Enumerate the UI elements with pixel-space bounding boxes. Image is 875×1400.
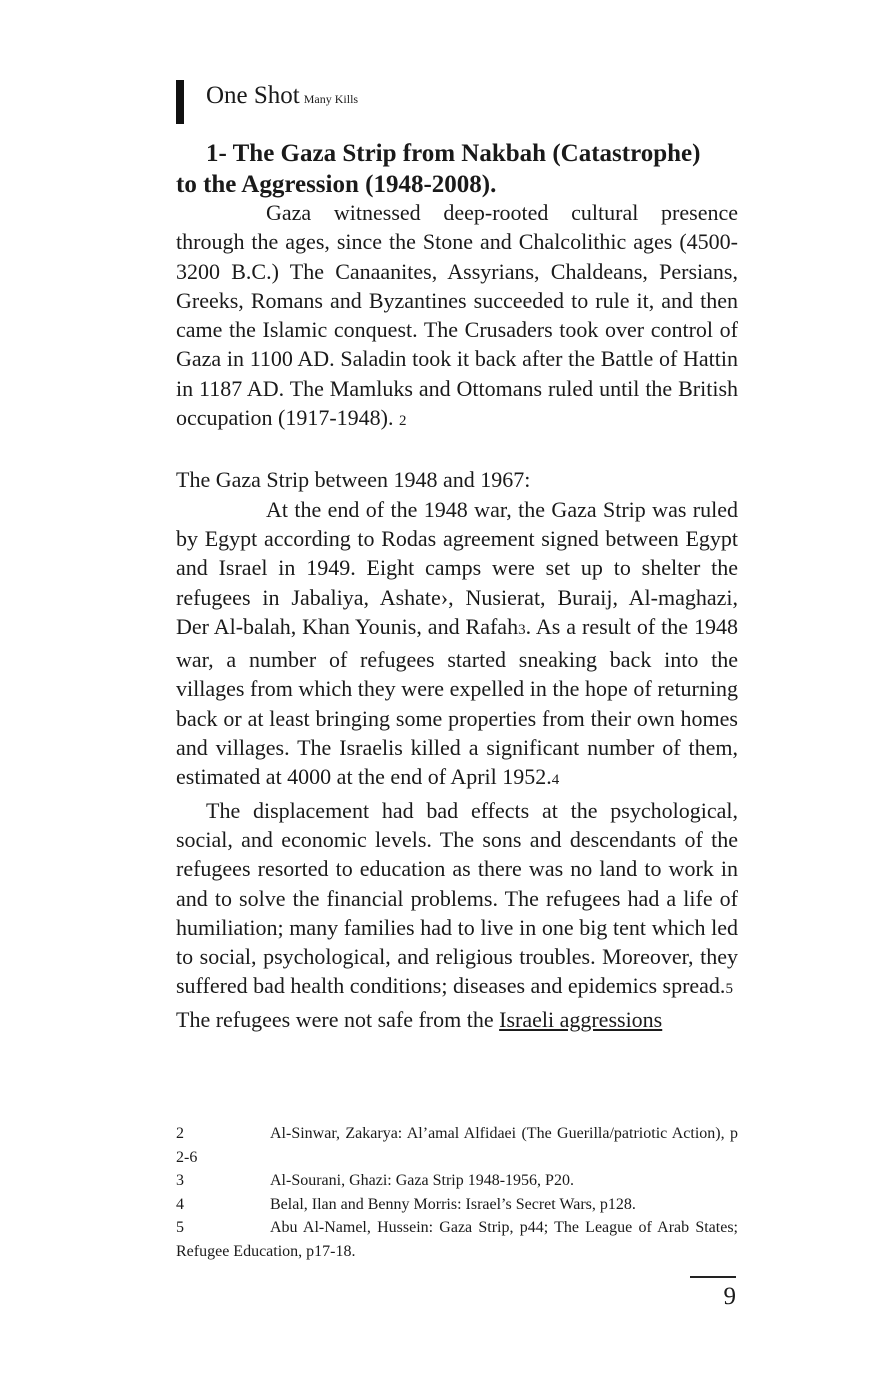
footnote-number: 2 <box>176 1125 184 1142</box>
footnote-text: Al-Sinwar, Zakarya: Al’amal Alfidaei (The Guerilla/patriotic Action), p 2-6 <box>176 1125 738 1166</box>
paragraph-1 <box>176 198 738 436</box>
footnote <box>176 1122 738 1169</box>
section-heading <box>176 138 738 200</box>
footnote-number: 5 <box>176 1219 184 1236</box>
page-number-rule <box>690 1276 736 1278</box>
footnote-ref-4: 4 <box>551 772 560 789</box>
footnote <box>176 1169 738 1193</box>
footnotes <box>176 1122 738 1263</box>
body-text <box>176 198 738 1034</box>
footnote-text: Belal, Ilan and Benny Morris: Israel’s Secret Wars, p128. <box>270 1195 636 1213</box>
footnote-number: 4 <box>176 1195 184 1213</box>
subsection-heading: The Gaza Strip between 1948 and 1967: <box>176 467 531 493</box>
paragraph-4 <box>176 1005 738 1034</box>
underlined-phrase: Israeli aggressions <box>499 1006 663 1032</box>
footnote-ref-3: 3 <box>518 621 526 638</box>
paragraph-2-continued: . As a result of the 1948 war, a number of refugees started sneaking back into the villages from which they were expelled in the hope of returning back or at least bringing some properties from their own homes and villages. The Israelis killed a significant number of them, estimated at 4000 at the end of April 1952. <box>176 613 738 790</box>
header-bar <box>176 80 184 124</box>
paragraph-1-text: Gaza witnessed deep-rooted cultural presence through the ages, since the Stone and Chalcolithic ages (4500-3200 B.C.) The Canaanites, Assyrians, Chaldeans, Persians, Greeks, Romans and Byzantines succeeded to rule it, and then came the Islamic conquest. The Crusaders took over control of Gaza in 1100 AD. Saladin took it back after the Battle of Hattin in 1187 AD. The Mamluks and Ottomans ruled until the British occupation (1917-1948). <box>176 200 738 431</box>
footnote-ref-5: 5 <box>725 981 733 998</box>
footnote <box>176 1216 738 1263</box>
book-title <box>206 82 358 110</box>
footnote-text: Al-Sourani, Ghazi: Gaza Strip 1948-1956, P20. <box>270 1172 574 1189</box>
section-heading-line-1: 1- The Gaza Strip from Nakbah (Catastrophe) <box>206 140 701 167</box>
paragraph-2-text: At the end of the 1948 war, the Gaza Strip was ruled by Egypt according to Rodas agreement signed between Egypt and Israel in 1949. Eight camps were set up to shelter the refugees in Jabaliya, Ashate›, Nusierat, Buraij, Al-maghazi, Der Al-balah, Khan Younis, and Rafah <box>176 496 738 639</box>
paragraph-2 <box>176 495 738 796</box>
paragraph-gap <box>176 436 738 465</box>
paragraph-3-text: The displacement had bad effects at the psychological, social, and economic levels. The sons and descendants of the refugees resorted to education as there was no land to work in and to solve the financial problems. The refugees had a life of humiliation; many families had to live in one big tent which led to social, psychological, and religious troubles. Moreover, they suffered bad health conditions; diseases and epidemics spread. <box>176 797 738 999</box>
paragraph-3 <box>176 796 738 1005</box>
footnote-ref-2: 2 <box>399 413 407 430</box>
footnote-number: 3 <box>176 1172 184 1189</box>
section-heading-line-2: to the Aggression (1948-2008). <box>176 171 497 198</box>
running-header <box>176 80 576 124</box>
page-number: 9 <box>723 1283 736 1310</box>
paragraph-4-text: The refugees were not safe from the <box>176 1006 500 1032</box>
footnote <box>176 1193 738 1217</box>
book-title-main: One Shot <box>206 82 300 109</box>
book-title-sub: Many Kills <box>303 92 359 106</box>
footnote-text: Abu Al-Namel, Hussein: Gaza Strip, p44; The League of Arab States; Refugee Education, p17-18. <box>176 1219 738 1260</box>
